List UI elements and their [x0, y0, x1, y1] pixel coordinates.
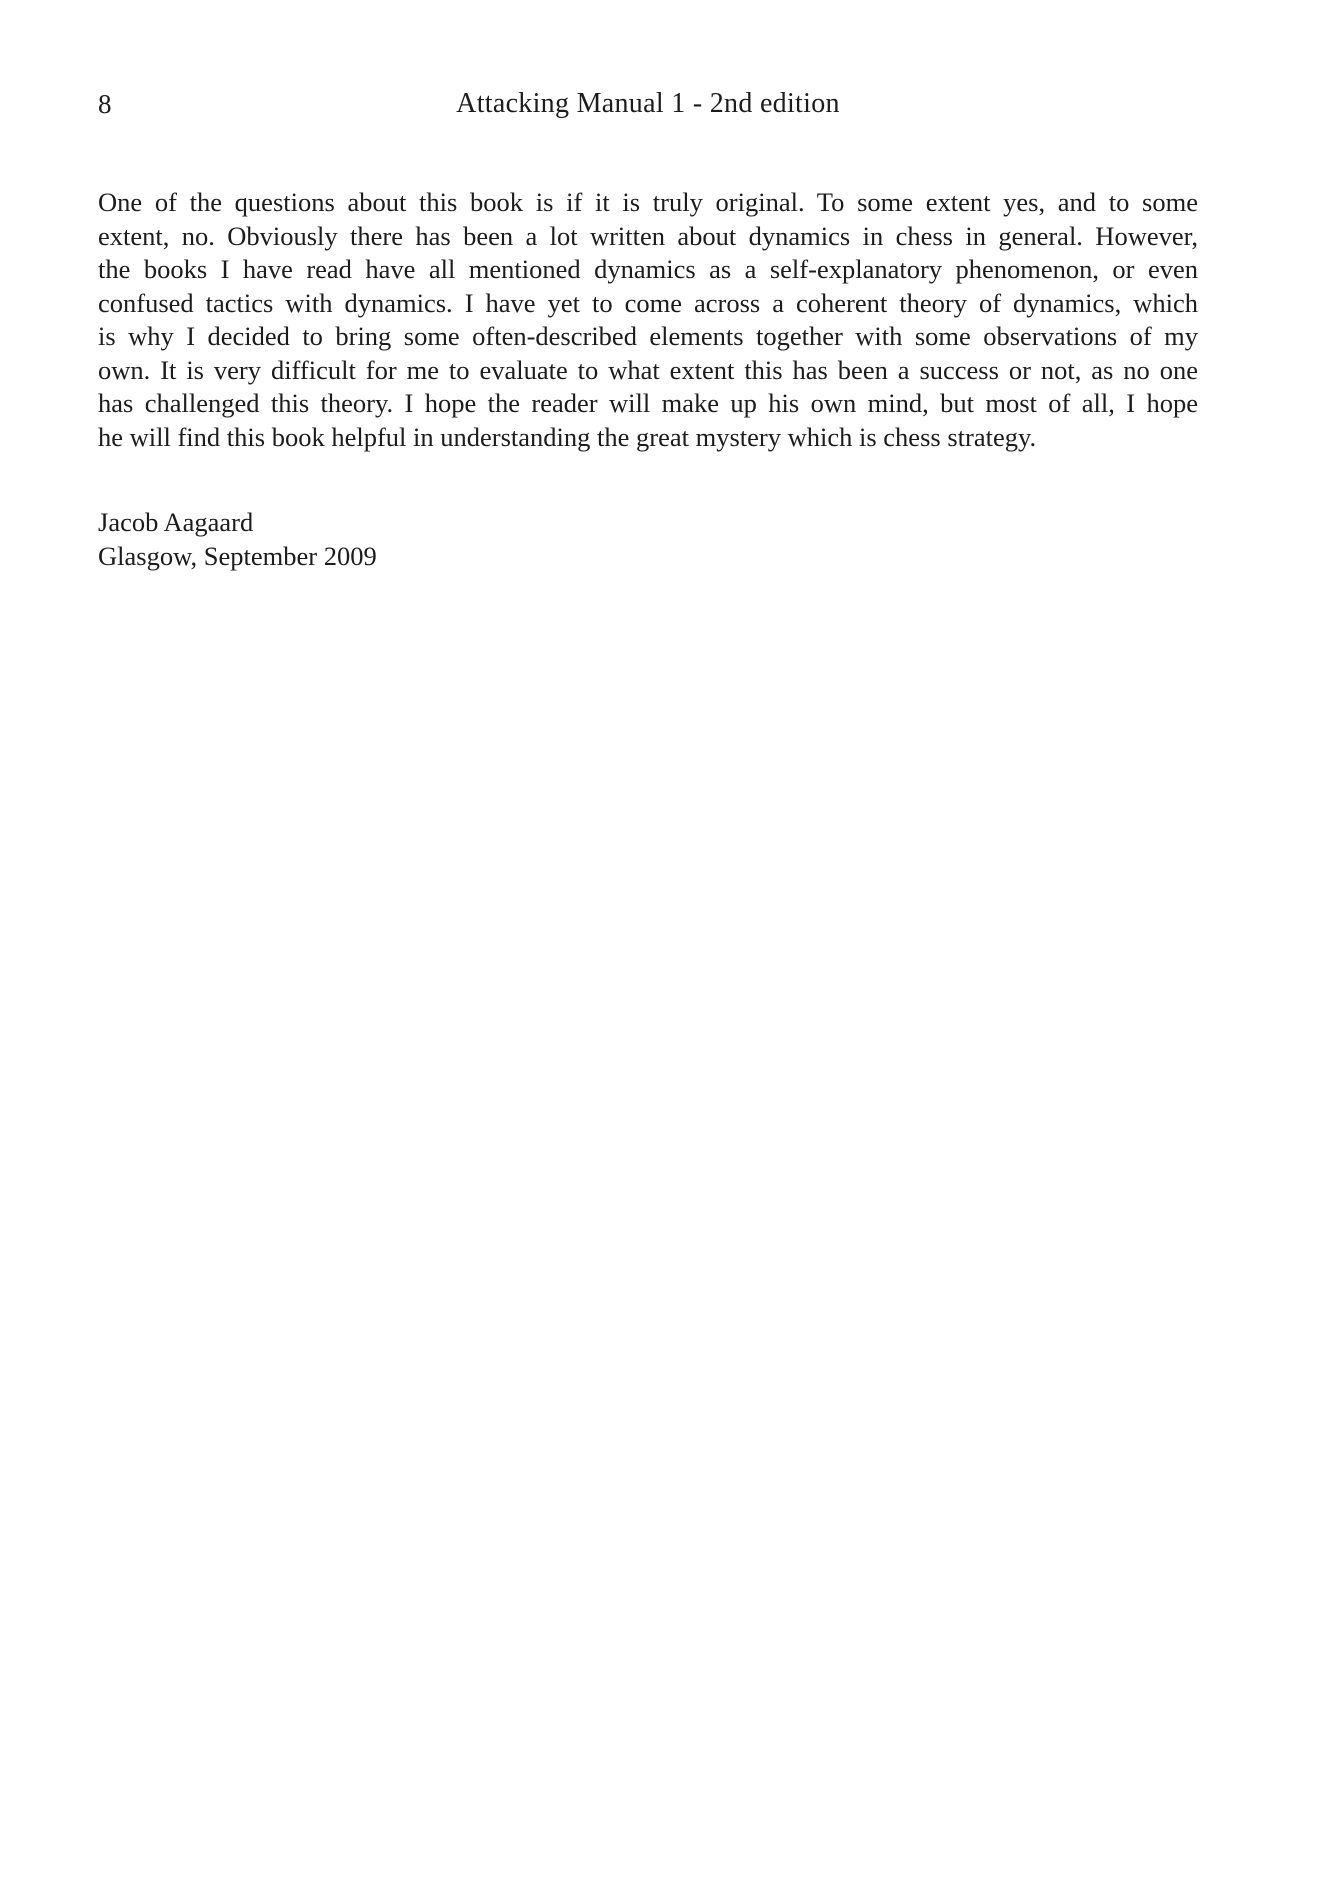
- page-number: 8: [98, 89, 112, 119]
- paragraph-line: the books I have read have all mentioned dynamics as a self-explanatory phenomenon, or even: [98, 254, 1198, 284]
- signature-block: [98, 506, 1198, 573]
- paragraph-line: he will find this book helpful in understanding the great mystery which is chess strategy.: [98, 421, 1037, 452]
- paragraph-line: own. It is very difficult for me to evaluate to what extent this has been a success or not, as no one: [98, 354, 1198, 385]
- paragraph-line: confused tactics with dynamics. I have yet to come across a coherent theory of dynamics, which: [98, 287, 1198, 318]
- running-header: [98, 86, 1198, 122]
- signature-place-date: Glasgow, September 2009: [98, 540, 377, 571]
- running-title: Attacking Manual 1 - 2nd edition: [456, 88, 840, 119]
- signature-author: Jacob Aagaard: [98, 507, 254, 537]
- paragraph-line: extent, no. Obviously there has been a lot written about dynamics in chess in general. However,: [98, 220, 1198, 251]
- paragraph-line: is why I decided to bring some often-described elements together with some observations of my: [98, 321, 1198, 351]
- preface-paragraph: [98, 186, 1198, 454]
- paragraph-line: One of the questions about this book is if it is truly original. To some extent yes, and to some: [98, 187, 1198, 217]
- paragraph-line: has challenged this theory. I hope the reader will make up his own mind, but most of all, I hope: [98, 388, 1198, 418]
